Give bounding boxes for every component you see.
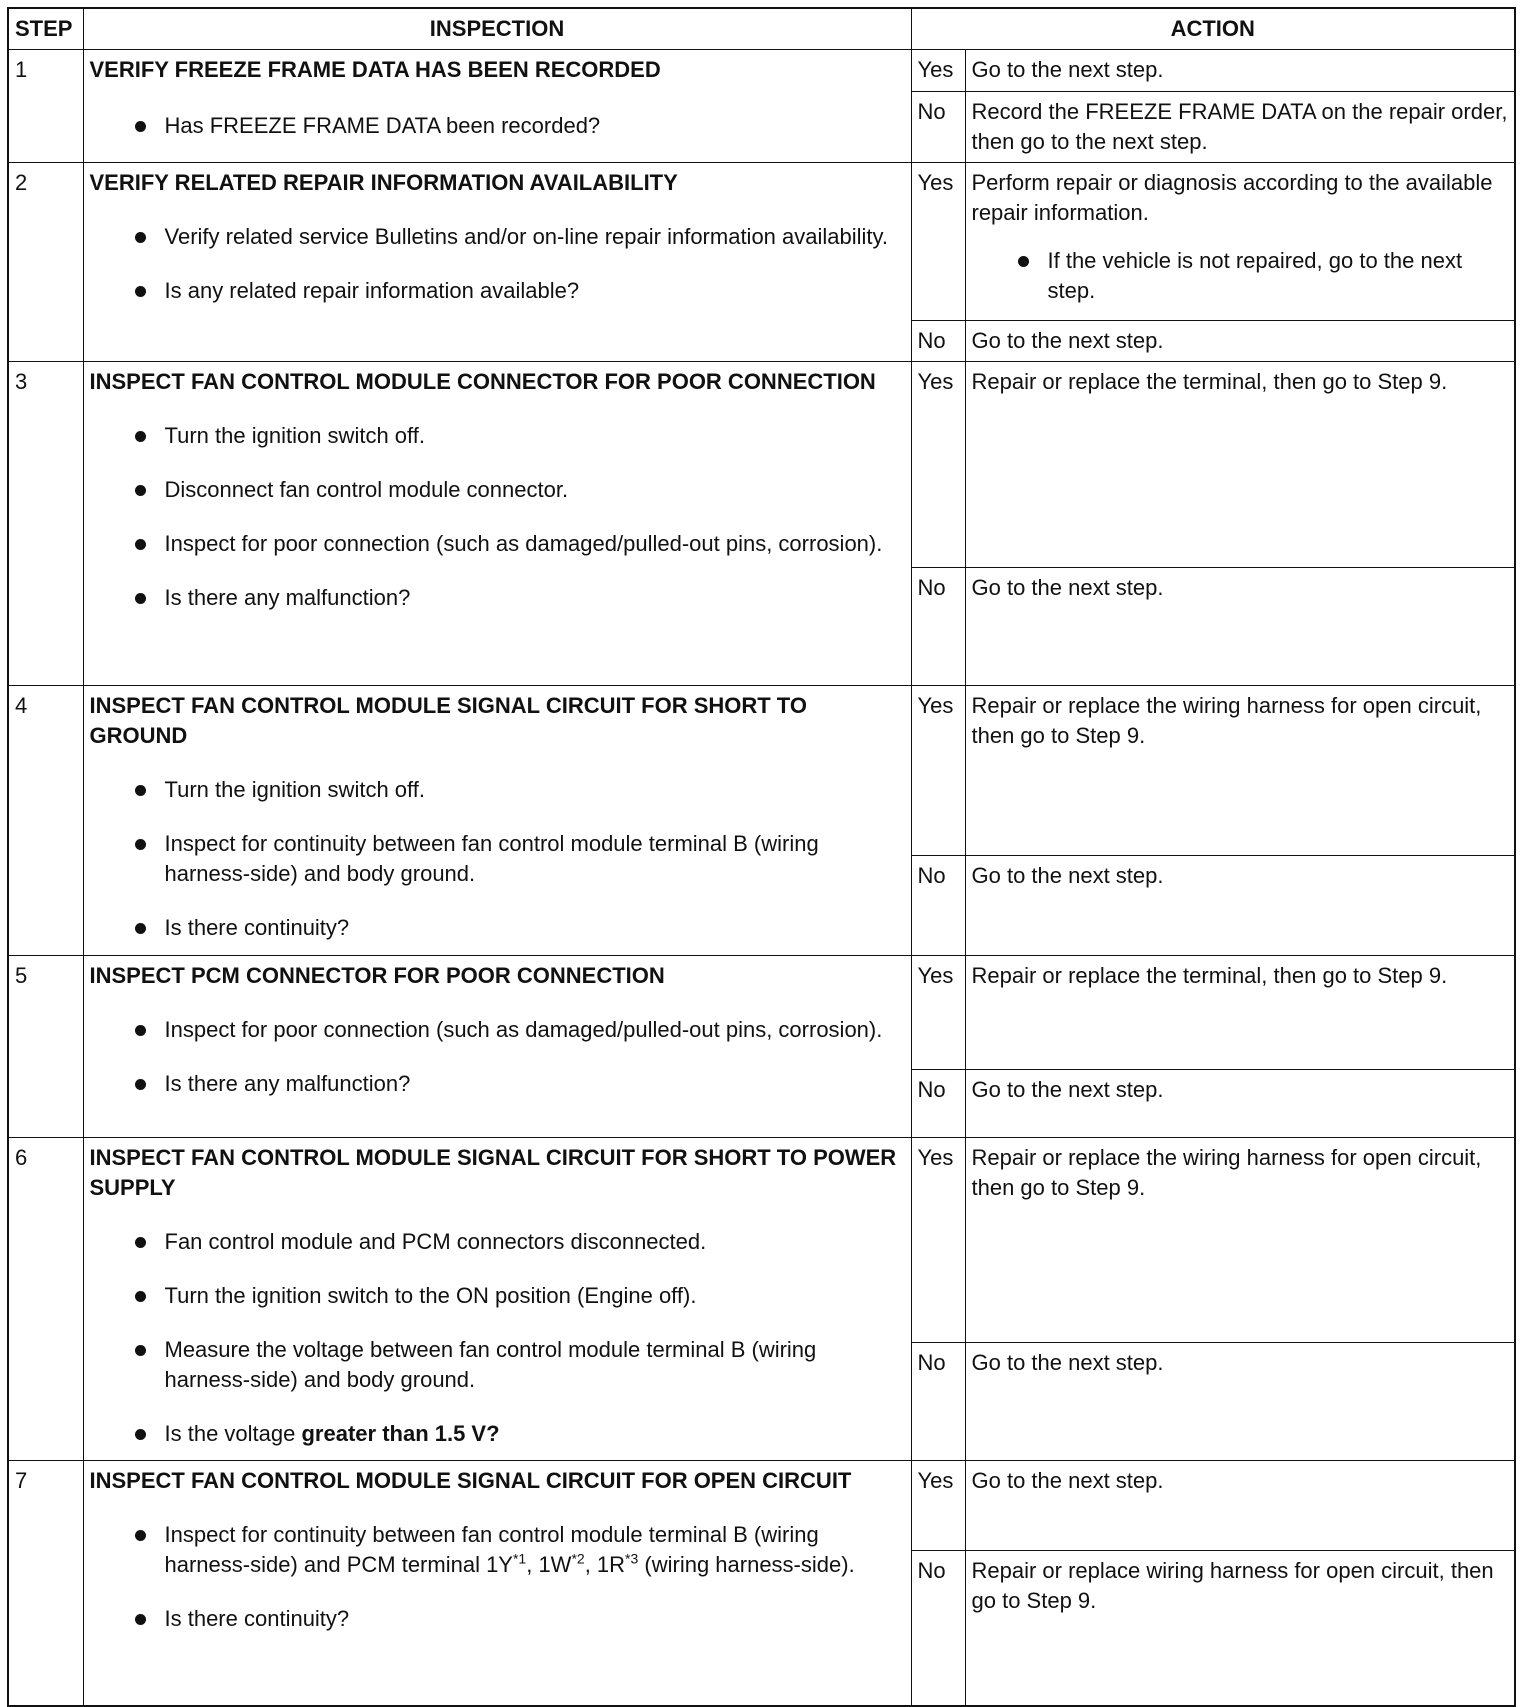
- yes-action: Repair or replace the wiring harness for open circuit, then go to Step 9.: [965, 1138, 1515, 1343]
- yes-label: Yes: [911, 50, 965, 92]
- bullet-item: If the vehicle is not repaired, go to the next step.: [972, 246, 1509, 306]
- yes-action: Go to the next step.: [965, 50, 1515, 92]
- step-6-yes-row: [8, 1138, 1515, 1343]
- bullet-text: Is the voltage: [164, 1421, 302, 1446]
- inspection-cell: [83, 686, 911, 956]
- bullet-item: Disconnect fan control module connector.: [90, 475, 905, 505]
- bullet-item: Measure the voltage between fan control module terminal B (wiring harness-side) and body ground.: [90, 1335, 905, 1395]
- bullet-text: , 1R: [584, 1552, 626, 1577]
- no-label: No: [911, 92, 965, 163]
- yes-action-bullets: [972, 246, 1509, 306]
- header-inspection: INSPECTION: [83, 8, 911, 50]
- no-label: No: [911, 1551, 965, 1706]
- yes-label: Yes: [911, 163, 965, 321]
- inspection-title: INSPECT FAN CONTROL MODULE SIGNAL CIRCUIT FOR SHORT TO POWER SUPPLY: [89, 1145, 897, 1200]
- no-action: Go to the next step.: [965, 1070, 1515, 1138]
- step-number: 4: [8, 686, 83, 956]
- inspection-bullets: [90, 1015, 905, 1099]
- yes-action: Repair or replace the terminal, then go to Step 9.: [965, 362, 1515, 568]
- inspection-bullets: [90, 1520, 905, 1634]
- step-number: 6: [8, 1138, 83, 1461]
- yes-action: Go to the next step.: [965, 1461, 1515, 1551]
- inspection-bullets: [90, 111, 905, 141]
- step-2-yes-row: [8, 163, 1515, 321]
- yes-label: Yes: [911, 956, 965, 1070]
- yes-label: Yes: [911, 1461, 965, 1551]
- no-action: Go to the next step.: [965, 1343, 1515, 1461]
- inspection-cell: [83, 163, 911, 362]
- no-label: No: [911, 568, 965, 686]
- bullet-text: Inspect for continuity between fan control module terminal B (wiring harness-side) and PCM terminal 1Y: [164, 1522, 819, 1577]
- yes-action-cell: [965, 163, 1515, 321]
- no-action: Go to the next step.: [965, 856, 1515, 956]
- inspection-bullets: [90, 1227, 905, 1449]
- inspection-title: INSPECT FAN CONTROL MODULE SIGNAL CIRCUIT FOR OPEN CIRCUIT: [89, 1468, 852, 1493]
- bullet-item: Inspect for poor connection (such as damaged/pulled-out pins, corrosion).: [90, 529, 905, 559]
- inspection-cell: [83, 1461, 911, 1706]
- bullet-item: Is there continuity?: [90, 1604, 905, 1634]
- bullet-item: Verify related service Bulletins and/or on-line repair information availability.: [90, 222, 905, 252]
- step-number: 1: [8, 50, 83, 163]
- step-5-yes-row: [8, 956, 1515, 1070]
- footnote-marker: *1: [512, 1550, 527, 1567]
- bullet-text: , 1W: [526, 1552, 572, 1577]
- no-action: Go to the next step.: [965, 568, 1515, 686]
- inspection-cell: [83, 362, 911, 686]
- inspection-title: INSPECT FAN CONTROL MODULE SIGNAL CIRCUIT FOR SHORT TO GROUND: [89, 693, 807, 748]
- footnote-marker: *3: [625, 1550, 639, 1567]
- bullet-item: [90, 1520, 905, 1580]
- step-number: 5: [8, 956, 83, 1138]
- bullet-item: Inspect for continuity between fan control module terminal B (wiring harness-side) and body ground.: [90, 829, 905, 889]
- bullet-item: Turn the ignition switch off.: [90, 775, 905, 805]
- header-step: STEP: [8, 8, 83, 50]
- inspection-bullets: [90, 421, 905, 613]
- yes-action: Repair or replace the wiring harness for open circuit, then go to Step 9.: [965, 686, 1515, 856]
- inspection-title: VERIFY RELATED REPAIR INFORMATION AVAILABILITY: [89, 170, 678, 195]
- step-3-yes-row: [8, 362, 1515, 568]
- step-number: 7: [8, 1461, 83, 1706]
- header-row: [8, 8, 1515, 50]
- yes-action: Repair or replace the terminal, then go to Step 9.: [965, 956, 1515, 1070]
- step-number: 3: [8, 362, 83, 686]
- step-1-yes-row: [8, 50, 1515, 92]
- inspection-bullets: [90, 222, 905, 306]
- no-action: Go to the next step.: [965, 321, 1515, 362]
- bullet-item: Turn the ignition switch off.: [90, 421, 905, 451]
- bullet-emphasis: greater than 1.5 V?: [301, 1421, 500, 1446]
- diagnostic-table: [7, 7, 1516, 1707]
- no-label: No: [911, 1070, 965, 1138]
- bullet-item: Is there continuity?: [90, 913, 905, 943]
- no-action: Record the FREEZE FRAME DATA on the repair order, then go to the next step.: [965, 92, 1515, 163]
- inspection-cell: [83, 1138, 911, 1461]
- step-7-yes-row: [8, 1461, 1515, 1551]
- no-label: No: [911, 856, 965, 956]
- bullet-item: Fan control module and PCM connectors disconnected.: [90, 1227, 905, 1257]
- bullet-item: Is there any malfunction?: [90, 583, 905, 613]
- inspection-bullets: [90, 775, 905, 943]
- no-label: No: [911, 1343, 965, 1461]
- diagnostic-procedure: [7, 7, 1516, 1707]
- yes-label: Yes: [911, 362, 965, 568]
- header-action: ACTION: [911, 8, 1515, 50]
- bullet-item: Is any related repair information available?: [90, 276, 905, 306]
- no-label: No: [911, 321, 965, 362]
- inspection-title: INSPECT PCM CONNECTOR FOR POOR CONNECTION: [89, 963, 665, 988]
- inspection-title: VERIFY FREEZE FRAME DATA HAS BEEN RECORDED: [89, 57, 661, 82]
- footnote-marker: *2: [571, 1550, 585, 1567]
- bullet-text: (wiring harness-side).: [638, 1552, 855, 1577]
- bullet-item: [90, 1419, 905, 1449]
- yes-label: Yes: [911, 1138, 965, 1343]
- yes-action: Perform repair or diagnosis according to the available repair information.: [971, 170, 1493, 225]
- bullet-item: Turn the ignition switch to the ON position (Engine off).: [90, 1281, 905, 1311]
- bullet-item: Has FREEZE FRAME DATA been recorded?: [90, 111, 905, 141]
- bullet-item: Inspect for poor connection (such as damaged/pulled-out pins, corrosion).: [90, 1015, 905, 1045]
- bullet-item: Is there any malfunction?: [90, 1069, 905, 1099]
- step-number: 2: [8, 163, 83, 362]
- inspection-cell: [83, 956, 911, 1138]
- inspection-cell: [83, 50, 911, 163]
- yes-label: Yes: [911, 686, 965, 856]
- no-action: Repair or replace wiring harness for open circuit, then go to Step 9.: [965, 1551, 1515, 1706]
- inspection-title: INSPECT FAN CONTROL MODULE CONNECTOR FOR POOR CONNECTION: [89, 369, 876, 394]
- step-4-yes-row: [8, 686, 1515, 856]
